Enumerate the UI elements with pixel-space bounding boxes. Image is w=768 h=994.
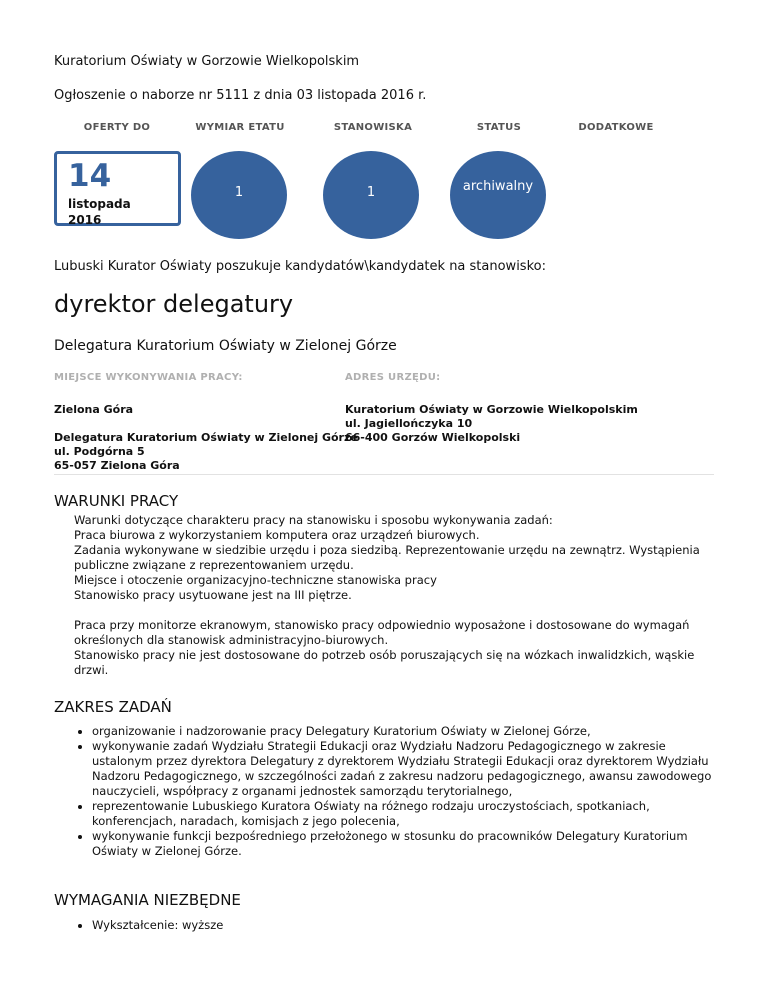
warunki-p7: Stanowisko pracy nie jest dostosowane do potrzeb osób poruszających się na wózkach inwalidzkich, wąskie drzwi. <box>74 648 695 677</box>
etat-circle <box>191 151 287 239</box>
office-line-3: 66-400 Gorzów Wielkopolski <box>345 431 521 444</box>
warunki-p5: Stanowisko pracy usytuowane jest na III piętrze. <box>74 588 352 602</box>
warunki-p2: Praca biurowa z wykorzystaniem komputera oraz urządzeń biurowych. <box>74 528 480 542</box>
list-item: • wykonywanie funkcji bezpośredniego przełożonego w stosunku do pracowników Delegatury Kuratorium Oświaty w Zielonej Górze. <box>92 829 714 859</box>
summary-header-row <box>54 122 714 136</box>
col-head-extra: DODATKOWE <box>578 122 654 133</box>
workplace-city: Zielona Góra <box>54 403 134 416</box>
section-divider <box>54 474 714 475</box>
wymagania-list <box>54 918 714 933</box>
deadline-date-box <box>54 151 181 226</box>
etat-value: 1 <box>234 185 244 200</box>
wymagania-heading: WYMAGANIA NIEZBĘDNE <box>54 891 241 909</box>
office-line-1: Kuratorium Oświaty w Gorzowie Wielkopolskim <box>345 403 638 416</box>
intro-text: Lubuski Kurator Oświaty poszukuje kandydatów\kandydatek na stanowisko: <box>54 259 546 274</box>
warunki-heading: WARUNKI PRACY <box>54 492 179 510</box>
list-item: • organizowanie i nadzorowanie pracy Delegatury Kuratorium Oświaty w Zielonej Górze, <box>92 724 714 739</box>
workplace-line-2: ul. Podgórna 5 <box>54 445 145 458</box>
status-circle <box>450 151 546 239</box>
workplace-line-3: 65-057 Zielona Góra <box>54 459 180 472</box>
warunki-p1: Warunki dotyczące charakteru pracy na stanowisku i sposobu wykonywania zadań: <box>74 513 553 527</box>
office-label: ADRES URZĘDU: <box>345 372 441 383</box>
list-item: • reprezentowanie Lubuskiego Kuratora Oświaty na różnego rodzaju uroczystościach, spotkaniach, konferencjach, naradach, komisjach z jego polecenia, <box>92 799 714 829</box>
col-head-deadline: OFERTY DO <box>83 122 151 133</box>
zakres-heading: ZAKRES ZADAŃ <box>54 698 172 716</box>
col-head-status: STATUS <box>476 122 522 133</box>
status-value: archiwalny <box>462 179 534 194</box>
warunki-p4: Miejsce i otoczenie organizacyjno-techniczne stanowiska pracy <box>74 573 437 587</box>
list-item: • Wykształcenie: wyższe <box>92 918 714 933</box>
department-name: Delegatura Kuratorium Oświaty w Zielonej Górze <box>54 338 397 354</box>
warunki-p3: Zadania wykonywane w siedzibie urzędu i poza siedzibą. Reprezentowanie urzędu na zewnątrz. Wystąpienia publiczne związane z reprezentowaniem urzędu. <box>74 543 700 572</box>
warunki-p6: Praca przy monitorze ekranowym, stanowisko pracy odpowiednio wyposażone i dostosowane do wymagań określonych dla stanowisk administracyjno-biurowych. <box>74 618 690 647</box>
deadline-year: 2016 <box>68 213 102 227</box>
announcement-title: Ogłoszenie o naborze nr 5111 z dnia 03 listopada 2016 r. <box>54 88 427 103</box>
list-item: • wykonywanie zadań Wydziału Strategii Edukacji oraz Wydziału Nadzoru Pedagogicznego w zakresie ustalonym przez dyrektora Delegatury z dyrektorem Wydziału Strategii Edukacji oraz dyrektorem Wydziału Nadzoru Pedagogicznego, w szczególności zadań z zakresu nadzoru pedagogicznego, awansu zawodowego nauczycieli, współpracy z organami jednostek samorządu terytorialnego, <box>92 739 714 799</box>
zakres-list <box>54 724 714 859</box>
warunki-spacer <box>74 603 714 618</box>
office-line-2: ul. Jagiellończyka 10 <box>345 417 473 430</box>
deadline-day: 14 <box>68 158 112 194</box>
institution-name: Kuratorium Oświaty w Gorzowie Wielkopolskim <box>54 54 360 69</box>
workplace-label: MIEJSCE WYKONYWANIA PRACY: <box>54 372 243 383</box>
deadline-month: listopada <box>68 197 131 211</box>
workplace-line-1: Delegatura Kuratorium Oświaty w Zielonej Górze <box>54 431 358 444</box>
job-title: dyrektor delegatury <box>54 290 294 318</box>
warunki-body <box>74 513 714 678</box>
positions-circle <box>323 151 419 239</box>
col-head-positions: STANOWISKA <box>333 122 413 133</box>
positions-value: 1 <box>366 185 376 200</box>
col-head-etat: WYMIAR ETATU <box>195 122 285 133</box>
